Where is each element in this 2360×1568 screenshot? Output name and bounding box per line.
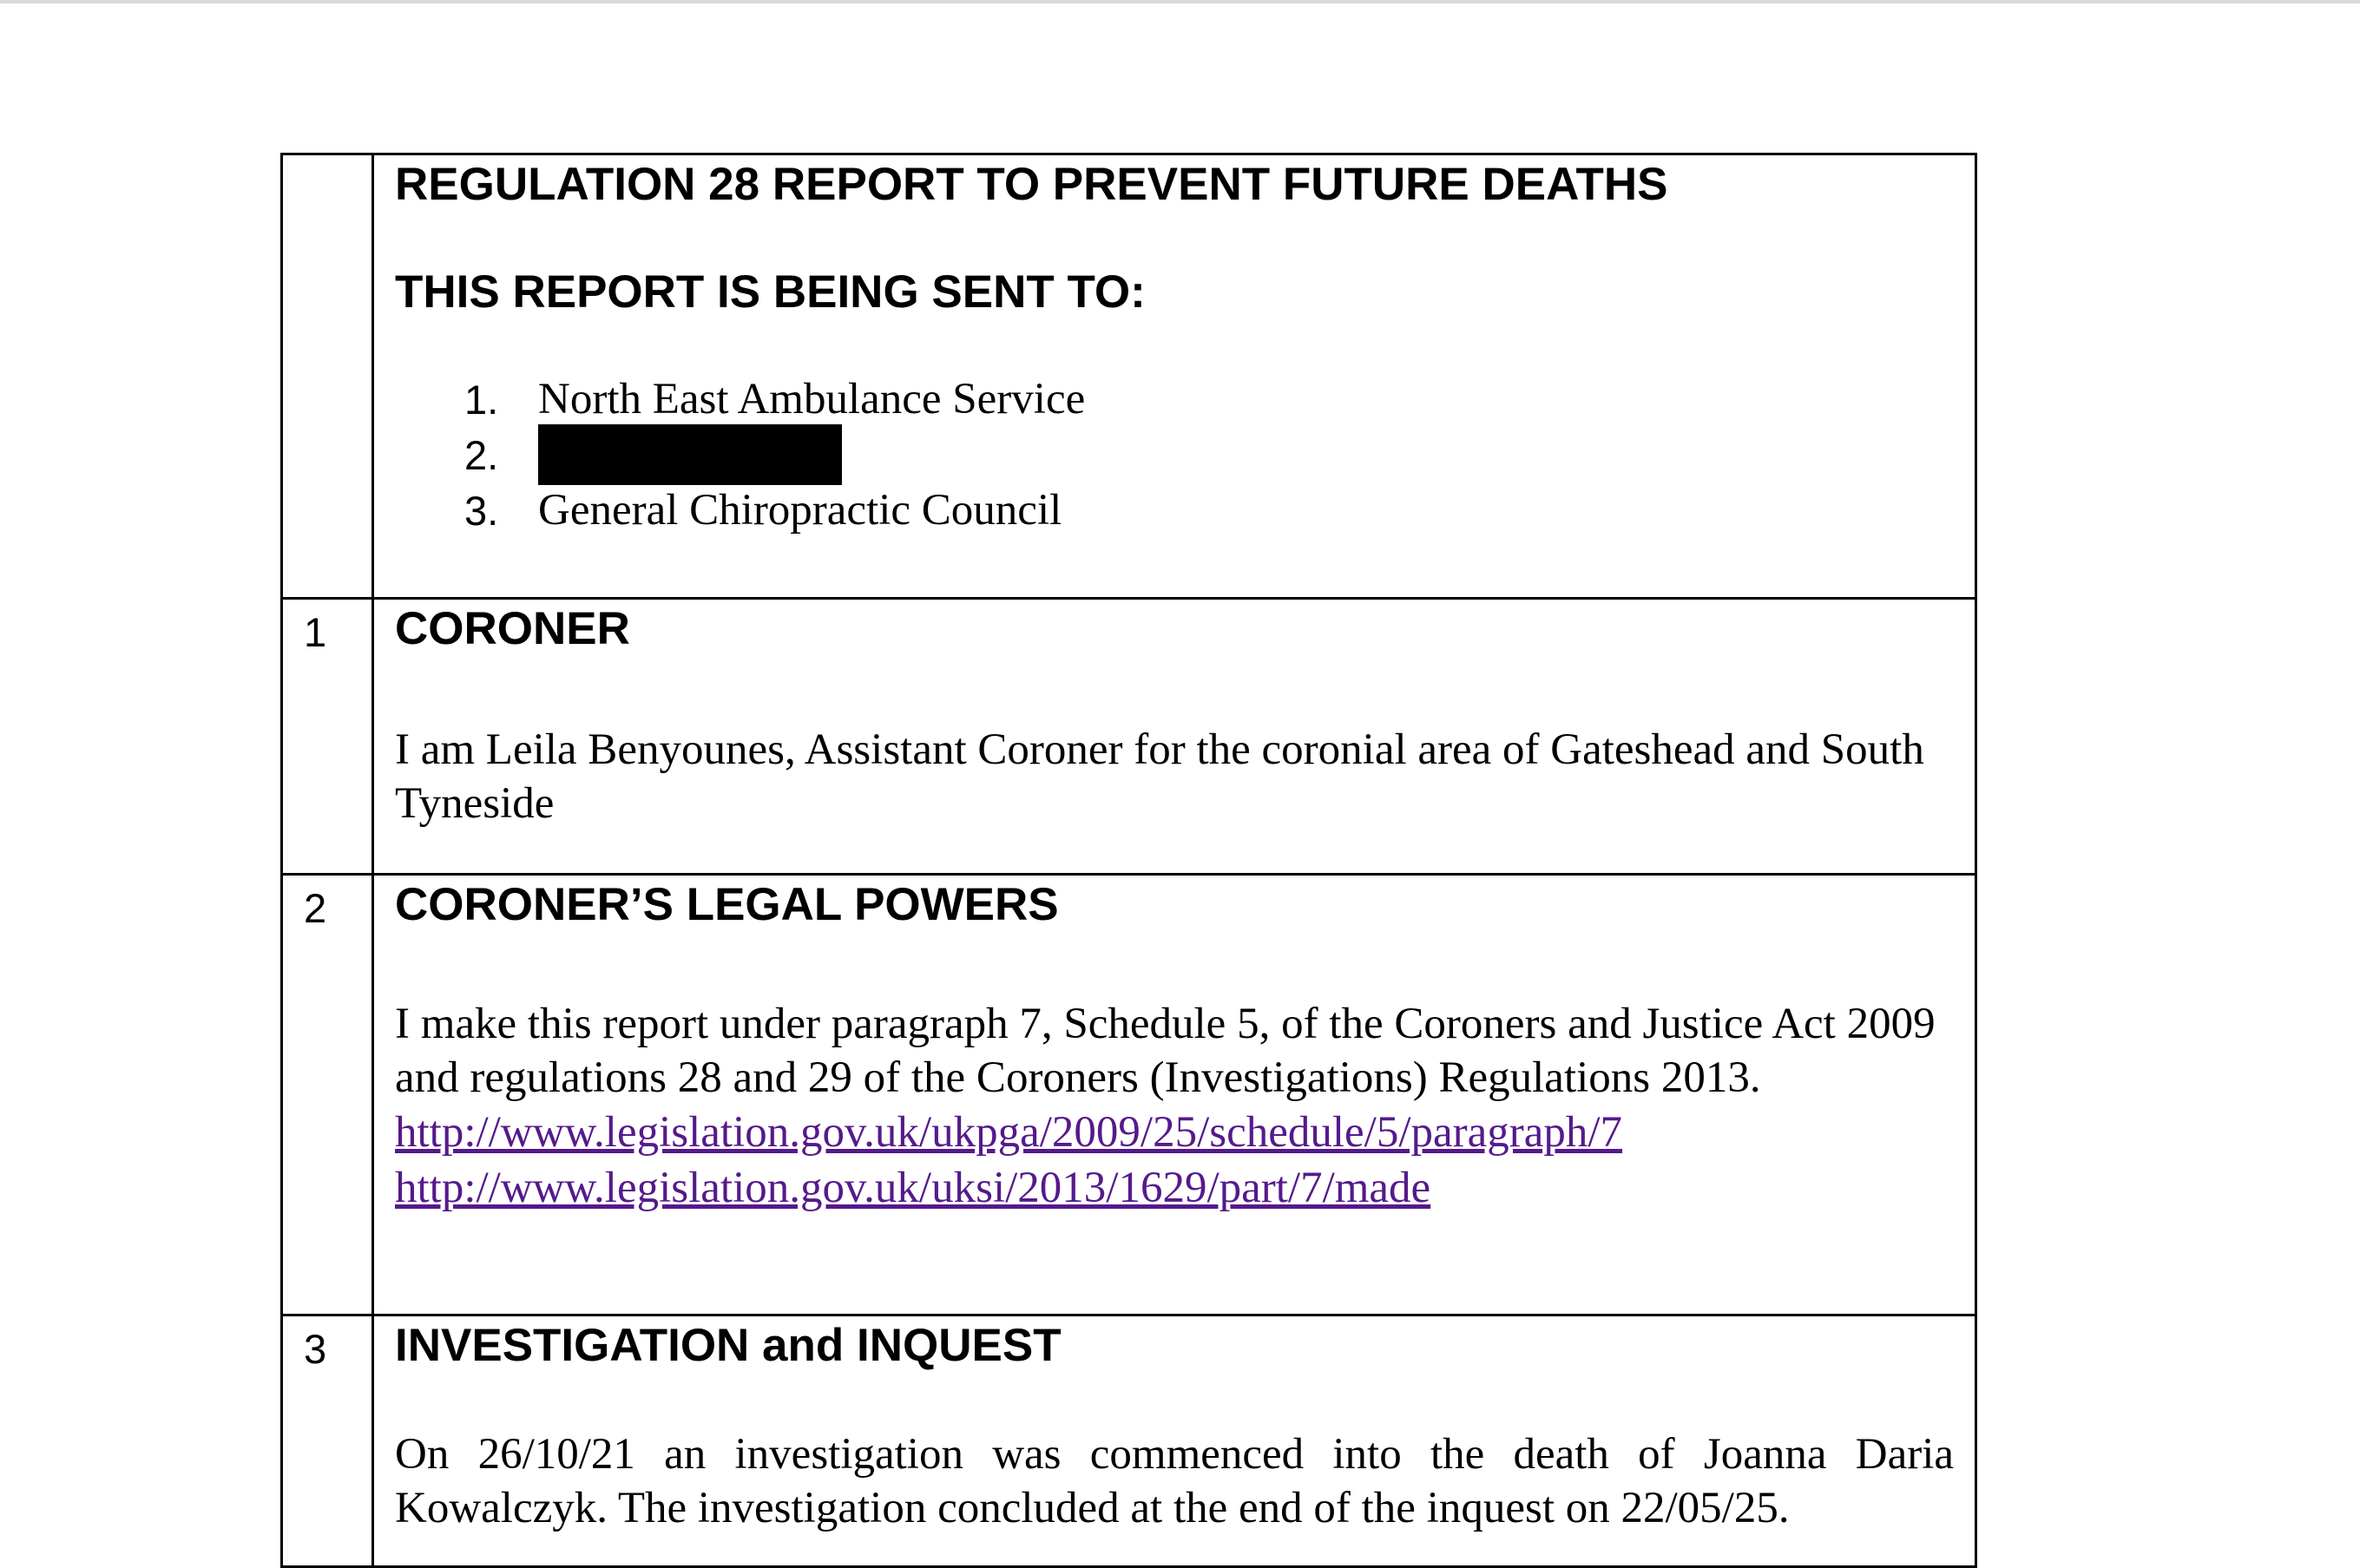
report-title: REGULATION 28 REPORT TO PREVENT FUTURE DEATHS (395, 159, 1668, 210)
page-top-edge (0, 0, 2360, 3)
recipient-item (464, 371, 1954, 427)
legislation-link[interactable]: http://www.legislation.gov.uk/ukpga/2009/25/schedule/5/paragraph/7 (395, 1107, 1623, 1157)
section-text: On 26/10/21 an investigation was commenced into the death of Joanna Daria Kowalczyk. The investigation concluded at the end of the inquest on 22/05/25. (395, 1429, 1954, 1532)
redaction-block (538, 424, 842, 485)
report-table (280, 153, 1977, 1568)
section-number: 2 (304, 885, 327, 931)
section-content-cell (373, 599, 1976, 875)
section-number-cell (282, 1315, 373, 1567)
report-header-row (282, 154, 1976, 599)
header-number-cell (282, 154, 373, 599)
section-content-cell (373, 875, 1976, 1315)
section-number: 3 (304, 1326, 327, 1372)
section-text: I make this report under paragraph 7, Schedule 5, of the Coroners and Justice Act 2009 and regulations 28 and 29 of the Coroners (Investigations) Regulations 2013. (395, 999, 1936, 1102)
section-number-cell (282, 599, 373, 875)
header-content-cell (373, 154, 1976, 599)
section-text: I am Leila Benyounes, Assistant Coroner for the coronial area of Gateshead and South Tyneside (395, 725, 1924, 828)
section-heading: CORONER (395, 603, 630, 654)
section-content-cell (373, 1315, 1976, 1567)
section-heading: CORONER’S LEGAL POWERS (395, 879, 1059, 930)
recipient-list (395, 371, 1954, 590)
section-row-legal-powers (282, 875, 1976, 1315)
section-number-cell (282, 875, 373, 1315)
section-heading: INVESTIGATION and INQUEST (395, 1320, 1062, 1371)
sent-to-heading: THIS REPORT IS BEING SENT TO: (395, 266, 1146, 318)
recipient-item (464, 427, 1954, 482)
section-number: 1 (304, 609, 327, 655)
recipient-item (464, 482, 1954, 538)
legislation-link[interactable]: http://www.legislation.gov.uk/uksi/2013/1629/part/7/made (395, 1163, 1431, 1212)
recipient-name: General Chiropractic Council (538, 486, 1062, 535)
recipient-index: 2. (464, 431, 499, 478)
section-row-investigation (282, 1315, 1976, 1567)
recipient-index: 1. (464, 376, 499, 423)
recipient-index: 3. (464, 487, 499, 534)
section-row-coroner (282, 599, 1976, 875)
recipient-name: North East Ambulance Service (538, 375, 1086, 424)
